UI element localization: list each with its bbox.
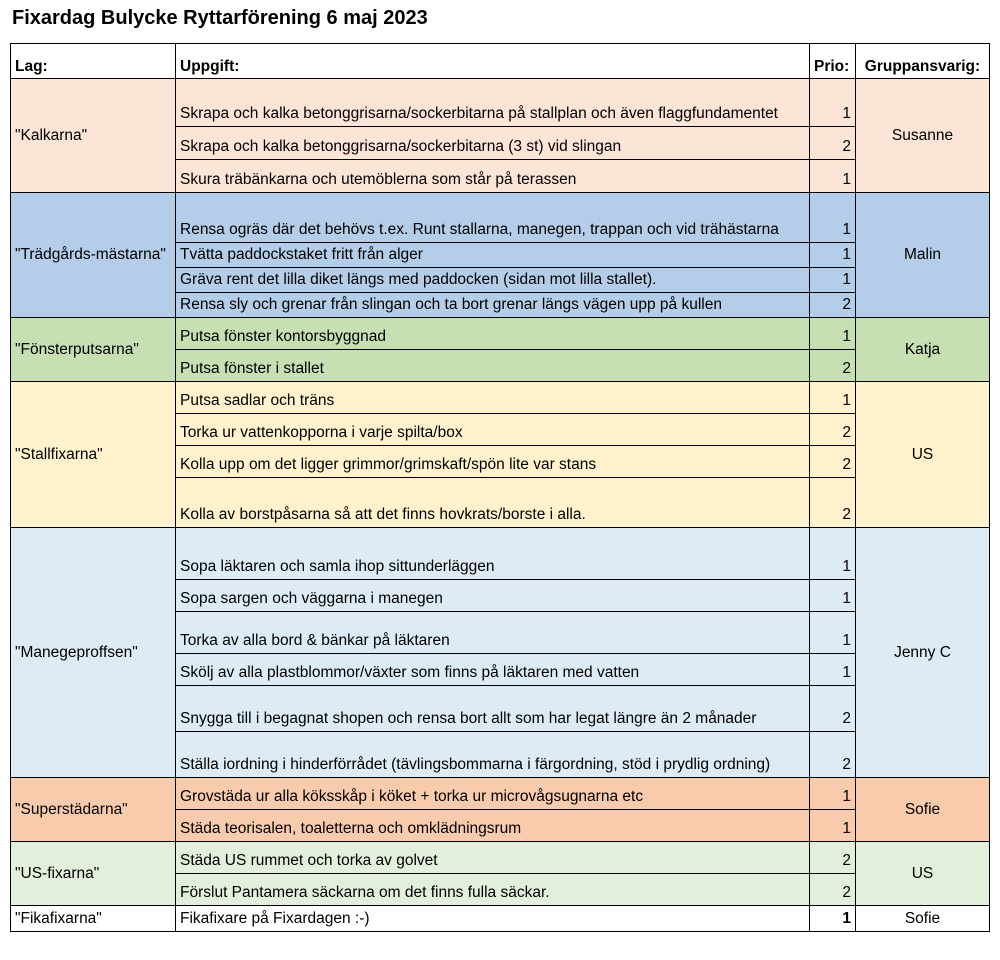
task-text: Tvätta paddockstaket fritt från alger <box>176 243 810 268</box>
task-text: Fikafixare på Fixardagen :-) <box>176 906 810 932</box>
group-name: "Fönsterputsarna" <box>11 318 176 382</box>
task-text: Torka av alla bord & bänkar på läktaren <box>176 612 810 654</box>
task-text: Kolla upp om det ligger grimmor/grimskaft/spön lite var stans <box>176 446 810 478</box>
task-prio: 2 <box>810 350 856 382</box>
header-uppgift: Uppgift: <box>176 44 810 79</box>
task-text: Förslut Pantamera säckarna om det finns fulla säckar. <box>176 874 810 906</box>
table-row <box>11 318 990 350</box>
header-prio: Prio: <box>810 44 856 79</box>
task-prio: 1 <box>810 654 856 686</box>
task-table <box>10 43 990 932</box>
group-name: "US-fixarna" <box>11 842 176 906</box>
task-text: Gräva rent det lilla diket längs med paddocken (sidan mot lilla stallet). <box>176 268 810 293</box>
table-row <box>11 193 990 243</box>
task-prio: 1 <box>810 906 856 932</box>
table-row <box>11 528 990 580</box>
task-text: Sopa läktaren och samla ihop sittunderläggen <box>176 528 810 580</box>
task-table-body <box>11 79 990 932</box>
group-name: "Trädgårds-mästarna" <box>11 193 176 318</box>
task-prio: 1 <box>810 160 856 193</box>
task-prio: 1 <box>810 528 856 580</box>
task-text: Skrapa och kalka betonggrisarna/sockerbitarna (3 st) vid slingan <box>176 127 810 160</box>
task-text: Skölj av alla plastblommor/växter som finns på läktaren med vatten <box>176 654 810 686</box>
task-prio: 1 <box>810 243 856 268</box>
task-prio: 2 <box>810 446 856 478</box>
group-name: "Stallfixarna" <box>11 382 176 528</box>
task-prio: 1 <box>810 580 856 612</box>
task-text: Skrapa och kalka betonggrisarna/sockerbitarna på stallplan och även flaggfundamentet <box>176 79 810 127</box>
table-row <box>11 778 990 810</box>
task-prio: 1 <box>810 810 856 842</box>
group-name: "Superstädarna" <box>11 778 176 842</box>
group-name: "Kalkarna" <box>11 79 176 193</box>
task-text: Grovstäda ur alla köksskåp i köket + torka ur microvågsugnarna etc <box>176 778 810 810</box>
group-responsible: Sofie <box>856 906 990 932</box>
table-row <box>11 906 990 932</box>
task-prio: 1 <box>810 193 856 243</box>
task-prio: 2 <box>810 127 856 160</box>
group-responsible: US <box>856 382 990 528</box>
task-prio: 2 <box>810 414 856 446</box>
task-prio: 1 <box>810 778 856 810</box>
task-prio: 2 <box>810 874 856 906</box>
task-text: Sopa sargen och väggarna i manegen <box>176 580 810 612</box>
group-responsible: Susanne <box>856 79 990 193</box>
header-gruppansvarig: Gruppansvarig: <box>856 44 990 79</box>
task-text: Städa US rummet och torka av golvet <box>176 842 810 874</box>
task-text: Kolla av borstpåsarna så att det finns hovkrats/borste i alla. <box>176 478 810 528</box>
page-title: Fixardag Bulycke Ryttarförening 6 maj 2023 <box>12 7 428 29</box>
task-text: Putsa sadlar och träns <box>176 382 810 414</box>
group-responsible: Jenny C <box>856 528 990 778</box>
task-text: Torka ur vattenkopporna i varje spilta/box <box>176 414 810 446</box>
group-responsible: Sofie <box>856 778 990 842</box>
header-row <box>11 44 990 79</box>
header-lag: Lag: <box>11 44 176 79</box>
task-text: Skura träbänkarna och utemöblerna som står på terassen <box>176 160 810 193</box>
task-text: Rensa sly och grenar från slingan och ta bort grenar längs vägen upp på kullen <box>176 293 810 318</box>
task-text: Rensa ogräs där det behövs t.ex. Runt stallarna, manegen, trappan och vid trähästarna <box>176 193 810 243</box>
task-prio: 2 <box>810 478 856 528</box>
table-row <box>11 382 990 414</box>
group-name: "Manegeproffsen" <box>11 528 176 778</box>
group-responsible: Malin <box>856 193 990 318</box>
task-prio: 2 <box>810 732 856 778</box>
task-prio: 1 <box>810 79 856 127</box>
task-prio: 1 <box>810 318 856 350</box>
task-text: Städa teorisalen, toaletterna och omklädningsrum <box>176 810 810 842</box>
task-text: Ställa iordning i hinderförrådet (tävlingsbommarna i färgordning, stöd i prydlig ordning) <box>176 732 810 778</box>
task-text: Snygga till i begagnat shopen och rensa bort allt som har legat längre än 2 månader <box>176 686 810 732</box>
task-prio: 1 <box>810 382 856 414</box>
table-row <box>11 79 990 127</box>
task-text: Putsa fönster kontorsbyggnad <box>176 318 810 350</box>
task-prio: 2 <box>810 686 856 732</box>
task-prio: 2 <box>810 842 856 874</box>
task-text: Putsa fönster i stallet <box>176 350 810 382</box>
task-prio: 1 <box>810 268 856 293</box>
table-row <box>11 842 990 874</box>
group-responsible: Katja <box>856 318 990 382</box>
group-responsible: US <box>856 842 990 906</box>
task-prio: 2 <box>810 293 856 318</box>
group-name: "Fikafixarna" <box>11 906 176 932</box>
task-prio: 1 <box>810 612 856 654</box>
